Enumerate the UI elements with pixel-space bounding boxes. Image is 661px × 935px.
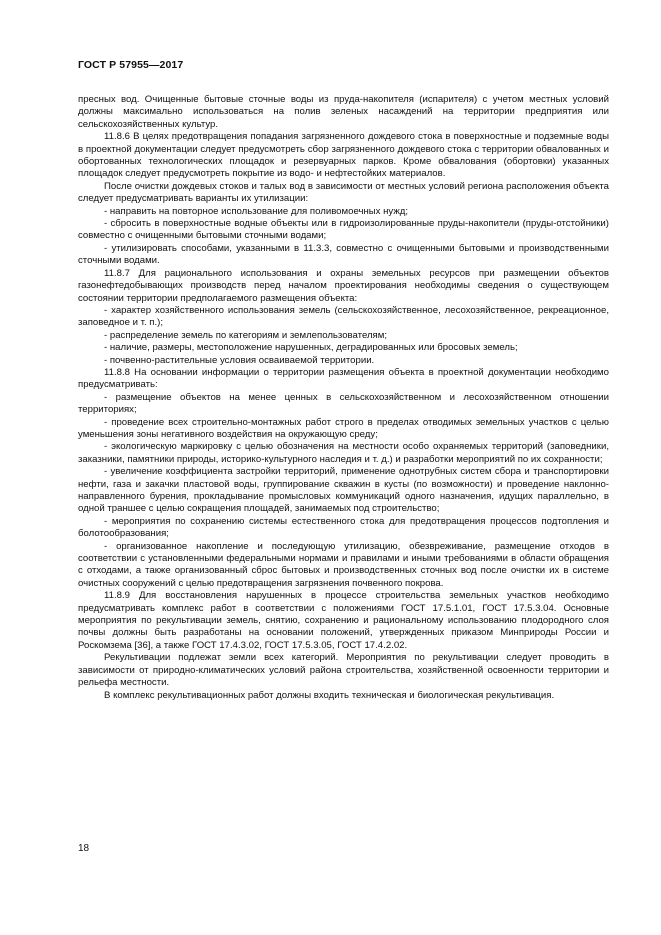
list-item: - мероприятия по сохранению системы естественного стока для предотвращения процессов подтопления и болотообразования; <box>78 515 609 540</box>
list-item: - сбросить в поверхностные водные объекты или в гидроизолированные пруды-накопители (пруды-отстойники) совместно с очищенными бытовыми сточными водами; <box>78 218 609 242</box>
list-item: - наличие, размеры, местоположение нарушенных, деградированных или бросовых земель; <box>104 342 518 354</box>
list-item: - экологическую маркировку с целью обозначения на местности особо охраняемых территорий (заповедники, заказники, памятники природы, историко-культурного наследия и т. д.) и разработки мероприятий по их сохранности; <box>78 441 609 465</box>
list-item: - организованное накопление и последующую утилизацию, обезвреживание, размещение отходов в соответствии с установленными федеральными нормами и правилами и иными требованиями в области обращения с отходами, а также организованный сброс бытовых и производственных сточных вод после очистки их в системе очистных сооружений с целью предотвращения загрязнения почвенного покрова. <box>78 540 609 589</box>
document-code-header: ГОСТ Р 57955—2017 <box>78 59 184 71</box>
list-item: - увеличение коэффициента застройки территорий, применение однотрубных систем сбора и транспортировки нефти, газа и закачки пластовой воды, группирование скважин в кусты (по возможности) и проведение наклонно-направленного бурения, прокладывание промысловых коммуникаций одного назначения, идущих параллельно, в одной траншее с целью сокращения площадей, занимаемых под строительство; <box>78 466 609 515</box>
list-item: - почвенно-растительные условия осваиваемой территории. <box>104 354 375 366</box>
list-item: - проведение всех строительно-монтажных работ строго в пределах отводимых земельных участков с целью уменьшения зоны негативного воздействия на окружающую среду; <box>78 416 609 440</box>
paragraph: После очистки дождевых стоков и талых вод в зависимости от местных условий региона расположения объекта следует предусматривать варианты их утилизации: <box>78 180 609 205</box>
list-item: - распределение земель по категориям и землепользователям; <box>104 329 388 341</box>
list-item: - утилизировать способами, указанными в 11.3.3, совместно с очищенными бытовыми и производственными сточными водами. <box>78 242 609 267</box>
list-item: - направить на повторное использование для поливомоечных нужд; <box>104 205 409 217</box>
paragraph: пресных вод. Очищенные бытовые сточные воды из пруда-накопителя (испарителя) с учетом местных условий должны максимально использоваться на полив зеленых насаждений на территории предприятия или сельскохозяйственных культур. <box>78 94 609 130</box>
paragraph: 11.8.8 На основании информации о территории размещения объекта в проектной документации необходимо предусматривать: <box>78 366 609 391</box>
paragraph: 11.8.9 Для восстановления нарушенных в процессе строительства земельных участков необходимо предусматривать комплекс работ в соответствии с положениями ГОСТ 17.5.1.01, ГОСТ 17.5.3.04. Основные мероприятия по рекультивации земель, снятию, сохранению и рациональному использованию плодородного слоя почвы должны быть разработаны на основании положений, утвержденных приказом Минприроды России и Роскомзема [36], а также ГОСТ 17.4.3.02, ГОСТ 17.5.3.05, ГОСТ 17.4.2.02. <box>78 590 609 651</box>
paragraph: В комплекс рекультивационных работ должны входить техническая и биологическая рекультивация. <box>104 689 555 701</box>
list-item: - размещение объектов на менее ценных в сельскохозяйственном и лесохозяйственном отношении территориях; <box>78 391 609 416</box>
page-number: 18 <box>78 843 90 854</box>
page-body <box>78 94 609 702</box>
paragraph: Рекультивации подлежат земли всех категорий. Мероприятия по рекультивации следует проводить в зависимости от природно-климатических условий района строительства, хозяйственной освоенности территории и рельефа местности. <box>78 652 609 689</box>
paragraph: 11.8.6 В целях предотвращения попадания загрязненного дождевого стока в поверхностные и подземные воды в проектной документации следует предусмотреть сбор загрязненного дождевого стока с территории обвалованных и обортованных технологических площадок и резервуарных парков. Кроме обвалования (обортовки) указанных площадок следует предусмотреть покрытие из водо- и нефтестойких материалов. <box>78 131 609 180</box>
list-item: - характер хозяйственного использования земель (сельскохозяйственное, лесохозяйственное, рекреационное, заповедное и т. п.); <box>78 304 609 329</box>
paragraph: 11.8.7 Для рационального использования и охраны земельных ресурсов при размещении объектов газонефтедобывающих производств перед началом проектирования необходимы сведения о существующем состоянии территории предполагаемого размещения объекта: <box>78 267 609 304</box>
